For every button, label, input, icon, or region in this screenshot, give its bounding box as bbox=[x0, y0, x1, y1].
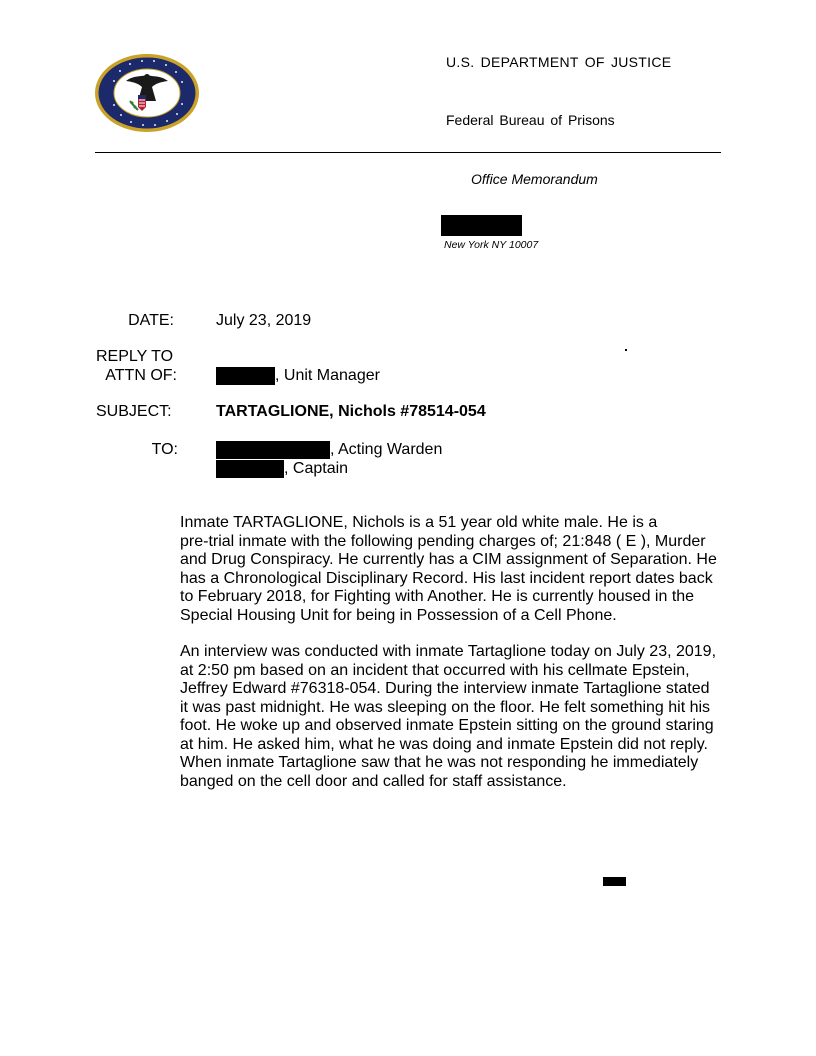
to-label: TO: bbox=[151, 441, 178, 458]
body-paragraph: An interview was conducted with inmate Tartaglione today on July 23, 2019, at 2:50 pm based on an incident that occurred with his cellmate Epstein, Jeffrey Edward #76318-054. During the interview inmate Tartaglione stated it was past midnight. He was sleeping on the floor. He felt something hit his foot. He woke up and observed inmate Epstein sitting on the ground staring at him. He asked him, what he was doing and inmate Epstein did not reply. When inmate Tartaglione saw that he was not responding he immediately banged on the cell door and called for staff assistance. bbox=[180, 643, 717, 790]
body-paragraph: Inmate TARTAGLIONE, Nichols is a 51 year old white male. He is a pre-trial inmate with the following pending charges of; 21:848 ( E ), Murder and Drug Conspiracy. He currently has a CIM assignment of Separation. He has a Chronological Disciplinary Record. His last incident report dates back to February 2018, for Fighting with Another. He is currently housed in the Special Housing Unit for being in Possession of a Cell Phone. bbox=[180, 514, 717, 624]
memo-type: Office Memorandum bbox=[471, 171, 598, 187]
bureau-name: Federal Bureau of Prisons bbox=[446, 112, 615, 128]
redaction-block bbox=[603, 877, 626, 886]
header-divider bbox=[95, 152, 721, 153]
date-label: DATE: bbox=[128, 312, 174, 329]
reply-to-label: REPLY TO bbox=[96, 348, 174, 365]
department-heading: U.S. DEPARTMENT OF JUSTICE bbox=[446, 54, 672, 70]
doj-seal-icon bbox=[94, 53, 200, 133]
subject-value: TARTAGLIONE, Nichols #78514-054 bbox=[216, 403, 486, 420]
attn-of-label: ATTN OF: bbox=[105, 367, 177, 384]
office-address: New York NY 10007 bbox=[444, 239, 539, 251]
date-value: July 23, 2019 bbox=[216, 312, 312, 329]
redaction-block bbox=[441, 215, 522, 236]
to-recipient: , Acting Warden bbox=[330, 441, 443, 458]
redaction-block bbox=[216, 460, 284, 478]
redaction-block bbox=[216, 441, 330, 459]
to-recipient: , Captain bbox=[284, 460, 349, 477]
redaction-block bbox=[216, 367, 275, 385]
attn-of-value: , Unit Manager bbox=[275, 367, 380, 384]
stray-mark bbox=[625, 349, 627, 351]
subject-label: SUBJECT: bbox=[96, 403, 172, 420]
seal-graphic bbox=[94, 53, 200, 133]
